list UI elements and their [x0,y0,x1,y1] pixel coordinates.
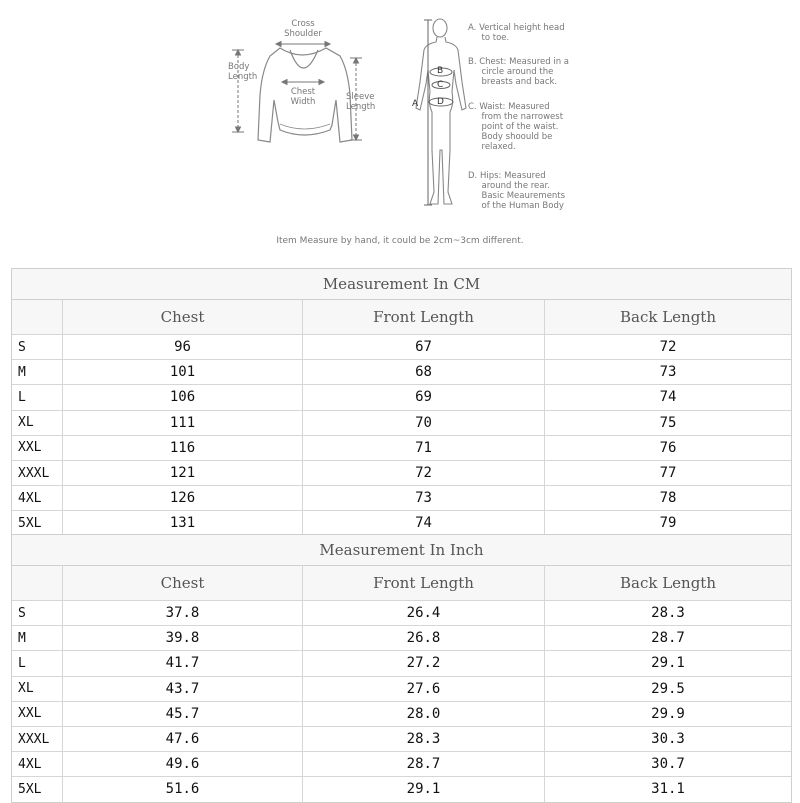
table-row [12,385,791,410]
table-row [12,436,791,461]
table-title: Measurement In CM [12,269,791,300]
marker-d: D [437,97,444,107]
size-cell: 4XL [12,486,63,510]
back-length-cell: 73 [659,364,677,381]
chest-cell: 106 [63,385,303,409]
size-cell: S [12,601,63,625]
header-back-length: Back Length [619,308,716,326]
size-cell: L [12,385,63,409]
chest-cell: 111 [63,411,303,435]
back-length-cell: 31.1 [651,781,685,798]
diagram-illustration [0,0,800,260]
size-cell: XL [12,677,63,701]
table-row [12,677,791,702]
chest-cell: 47.6 [63,727,303,751]
back-length-cell: 76 [659,439,677,456]
back-length-cell: 30.3 [651,731,685,748]
table-row [12,727,791,752]
table-body [12,335,791,536]
measurement-diagram [0,0,800,260]
table-header-row [12,566,791,601]
size-cell: 5XL [12,511,63,535]
measure-note: Item Measure by hand, it could be 2cm~3cm different. [276,236,524,246]
size-cell: XXL [12,702,63,726]
front-length-cell: 28.0 [303,702,545,726]
body-figure-icon [416,19,466,204]
marker-a: A [412,99,419,109]
chest-cell: 41.7 [63,651,303,675]
header-front-length: Front Length [303,300,545,334]
back-length-cell: 74 [659,389,677,406]
table-row [12,486,791,511]
table-row [12,360,791,385]
table-row [12,626,791,651]
chest-cell: 49.6 [63,752,303,776]
chest-cell: 37.8 [63,601,303,625]
header-back-length: Back Length [619,574,716,592]
header-size [12,300,63,334]
table-row [12,335,791,360]
table-row [12,511,791,535]
back-length-cell: 29.1 [651,655,685,672]
front-length-cell: 26.4 [303,601,545,625]
back-length-cell: 30.7 [651,756,685,773]
front-length-cell: 27.2 [303,651,545,675]
back-length-cell: 28.7 [651,630,685,647]
chest-cell: 131 [63,511,303,535]
table-row [12,777,791,801]
size-cell: 5XL [12,777,63,801]
table-row [12,601,791,626]
cm-size-table [11,268,792,537]
chest-cell: 45.7 [63,702,303,726]
front-length-cell: 28.3 [303,727,545,751]
definition-b: B. Chest: Measured in a circle around the breasts and back. [468,57,569,87]
marker-b: B [437,66,444,76]
front-length-cell: 73 [303,486,545,510]
chest-cell: 51.6 [63,777,303,801]
cross-shoulder-label: Cross Shoulder [284,19,322,39]
front-length-cell: 29.1 [303,777,545,801]
front-length-cell: 68 [303,360,545,384]
front-length-cell: 28.7 [303,752,545,776]
front-length-cell: 27.6 [303,677,545,701]
chest-cell: 121 [63,461,303,485]
size-cell: 4XL [12,752,63,776]
back-length-cell: 75 [659,414,677,431]
definition-d: D. Hips: Measured around the rear. Basic Meaurements of the Human Body [468,171,566,211]
back-length-cell: 78 [659,490,677,507]
table-row [12,752,791,777]
back-length-cell: 29.5 [651,680,685,697]
header-size [12,566,63,600]
body-length-label: Body Length [228,62,258,82]
front-length-cell: 74 [303,511,545,535]
chest-cell: 43.7 [63,677,303,701]
front-length-cell: 71 [303,436,545,460]
front-length-cell: 69 [303,385,545,409]
size-cell: XXL [12,436,63,460]
front-length-cell: 72 [303,461,545,485]
back-length-cell: 72 [659,339,677,356]
definition-c: C. Waist: Measured from the narrowest point of the waist. Body shoould be relaxed. [468,102,564,152]
front-length-cell: 67 [303,335,545,359]
header-chest: Chest [63,566,303,600]
sleeve-length-label: Sleeve Length [346,92,376,112]
table-row [12,461,791,486]
back-length-cell: 29.9 [651,705,685,722]
size-cell: M [12,626,63,650]
size-cell: XL [12,411,63,435]
chest-cell: 39.8 [63,626,303,650]
table-body [12,601,791,802]
inch-size-table [11,534,792,803]
marker-c: C [437,80,444,90]
size-cell: L [12,651,63,675]
header-chest: Chest [63,300,303,334]
back-length-cell: 79 [659,515,677,532]
definition-a: A. Vertical height head to toe. [468,23,565,43]
size-cell: M [12,360,63,384]
header-front-length: Front Length [303,566,545,600]
back-length-cell: 77 [659,465,677,482]
table-row [12,702,791,727]
table-title: Measurement In Inch [12,535,791,566]
table-row [12,411,791,436]
table-header-row [12,300,791,335]
back-length-cell: 28.3 [651,605,685,622]
front-length-cell: 70 [303,411,545,435]
table-row [12,651,791,676]
front-length-cell: 26.8 [303,626,545,650]
chest-cell: 101 [63,360,303,384]
chest-cell: 126 [63,486,303,510]
size-cell: S [12,335,63,359]
chest-cell: 96 [63,335,303,359]
chest-width-label: Chest Width [290,87,316,107]
size-cell: XXXL [12,727,63,751]
size-cell: XXXL [12,461,63,485]
chest-cell: 116 [63,436,303,460]
